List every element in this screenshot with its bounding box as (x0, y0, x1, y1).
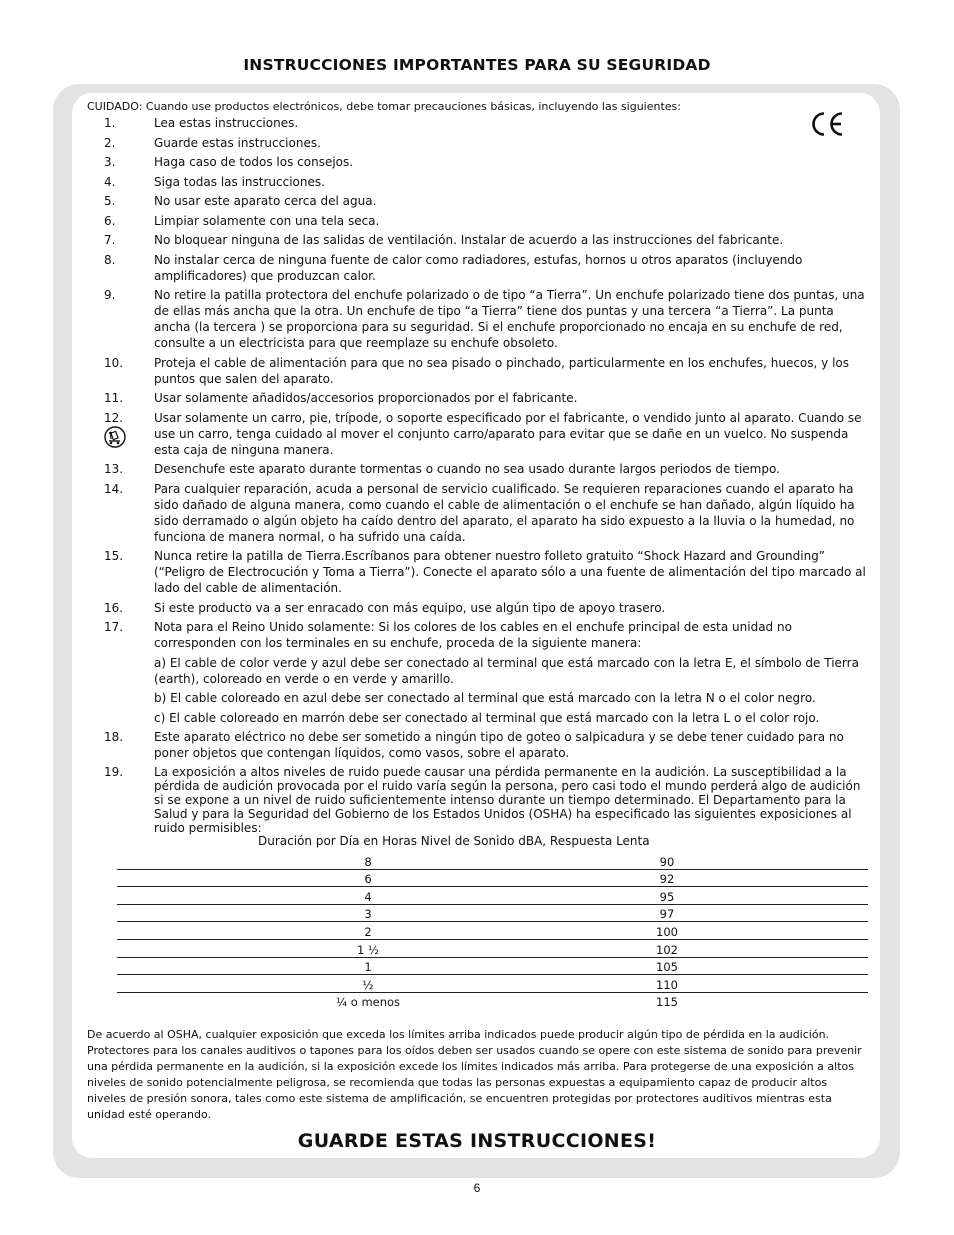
list-item (104, 481, 870, 545)
dba-cell: 110 (656, 977, 678, 992)
list-item (104, 193, 870, 209)
sub-item-b: b) El cable coloreado en azul debe ser conectado al terminal que está marcado con la letra N o el color negro. (154, 691, 816, 705)
item-text: Para cualquier reparación, acuda a personal de servicio cualificado. Se requieren reparaciones cuando el aparato ha sido dañado de alguna manera, como cuando el cable de alimentación o el enchufe se han dañado, algún líquido ha sido derramado o algún objeto ha caído dentro del aparato, el aparato ha sido expuesto a la lluvia o la humedad, no funciona de manera normal, o ha sufrido una caída. (154, 481, 855, 544)
list-item (104, 287, 870, 351)
item-number: 12. (104, 410, 124, 425)
item-text: Nota para el Reino Unido solamente: Si los colores de los cables en el enchufe principal de esta unidad no corresponden con los terminales en su enchufe, proceda de la siguiente manera: (154, 620, 792, 650)
item-text: No retire la patilla protectora del enchufe polarizado o de tipo “a Tierra”. Un enchufe polarizado tiene dos puntas, una de ellas más ancha que la otra. Un enchufe de tipo “a Tierra” tiene dos puntas y una tercera “a Tierra”. La punta ancha (la tercera ) se proporciona para su seguridad. Si el enchufe proporcionado no encaja en su enchufe de red, consulte a un electricista para que reemplaze su enchufe obsoleto. (154, 288, 865, 350)
table-row (117, 905, 868, 923)
list-item (104, 232, 870, 248)
dba-cell: 92 (659, 872, 675, 887)
item-number: 2. (104, 135, 116, 150)
hours-cell: 3 (364, 907, 372, 922)
item-text: No instalar cerca de ninguna fuente de calor como radiadores, estufas, hornos u otros aparatos (incluyendo amplificadores) que produzcan calor. (154, 252, 803, 283)
safety-instructions-list (104, 115, 870, 838)
item-text: No usar este aparato cerca del agua. (154, 194, 377, 208)
page-number: 6 (473, 1181, 481, 1195)
osha-note: De acuerdo al OSHA, cualquier exposición que exceda los límites arriba indicados puede producir algún tipo de pérdida en la audición. Protectores para los canales auditivos o tapones para los oídos deben ser usados cuando se opere con este sistema de sonido para prevenir una pérdida permanente en la audición, si la exposición excede los límites indicados más arriba. Para protegerse de una exposición a altos niveles de sonido potencialmente peligrosa, se recomienda que todas las personas expuestas a equipamiento capaz de producir altos niveles de presión sonora, tales como este sistema de amplificación, se encuentren protegidas por protectores auditivos mientras esta unidad esté operando. (87, 1028, 862, 1121)
list-item (104, 115, 870, 131)
hours-cell: 8 (364, 854, 372, 869)
item-text: Lea estas instrucciones. (154, 116, 299, 130)
item-number: 14. (104, 481, 124, 496)
item-text: Siga todas las instrucciones. (154, 174, 325, 189)
hours-cell: ½ (362, 977, 374, 992)
item-text: Proteja el cable de alimentación para que no sea pisado o pinchado, particularmente en los enchufes, huecos, y los puntos que salen del aparato. (154, 355, 849, 386)
table-row (117, 975, 868, 993)
save-instructions-title: GUARDE ESTAS INSTRUCCIONES! (297, 1130, 657, 1152)
item-number: 16. (104, 600, 124, 615)
item-number: 4. (104, 174, 116, 189)
item-number: 11. (104, 391, 124, 405)
item-text: Guarde estas instrucciones. (154, 135, 321, 150)
table-row (117, 870, 868, 888)
list-item (104, 600, 870, 616)
list-item (104, 355, 870, 387)
list-item (104, 252, 870, 284)
table-row (117, 940, 868, 958)
dba-cell: 95 (659, 889, 675, 904)
list-item (104, 154, 870, 170)
item-number: 5. (104, 194, 116, 208)
list-item (104, 729, 870, 761)
list-item (104, 390, 870, 406)
list-item (104, 548, 870, 596)
item-text: Limpiar solamente con una tela seca. (154, 213, 380, 228)
table-row (117, 922, 868, 940)
item-number: 7. (104, 233, 116, 247)
table-row (117, 958, 868, 976)
table-row (117, 993, 868, 1010)
hours-cell: 6 (364, 872, 372, 887)
list-item (104, 619, 870, 651)
item-text: Desenchufe este aparato durante tormentas o cuando no sea usado durante largos periodos de tiempo. (154, 462, 780, 476)
list-item (104, 174, 870, 190)
hours-cell: 2 (364, 924, 372, 939)
page-title: INSTRUCCIONES IMPORTANTES PARA SU SEGURIDAD (243, 56, 711, 74)
dba-cell: 105 (656, 960, 678, 975)
item-text: Usar solamente un carro, pie, trípode, o soporte especificado por el fabricante, o vendido junto al aparato. Cuando se use un carro, tenga cuidado al mover el conjunto carro/aparato para evitar que se dañe en un vuelco. No suspenda esta caja de ninguna manera. (154, 410, 862, 457)
noise-table-header: Duración por Día en Horas Nivel de Sonido dBA, Respuesta Lenta (258, 834, 650, 848)
dba-cell: 100 (656, 924, 678, 939)
list-item (104, 461, 870, 477)
list-item (104, 410, 870, 458)
list-item (104, 765, 870, 835)
item-number: 19. (104, 764, 124, 779)
item-number: 1. (104, 116, 116, 130)
item-text: No bloquear ninguna de las salidas de ventilación. Instalar de acuerdo a las instrucciones del fabricante. (154, 233, 784, 247)
list-item (104, 213, 870, 229)
sub-item-c: c) El cable coloreado en marrón debe ser conectado al terminal que está marcado con la letra L o el color rojo. (154, 710, 820, 725)
dba-cell: 97 (659, 907, 675, 922)
list-item (104, 135, 870, 151)
item-text: Este aparato eléctrico no debe ser sometido a ningún tipo de goteo o salpicadura y se debe tener cuidado para no poner objetos que contengan líquidos, como vasos, sobre el aparato. (154, 730, 844, 760)
hours-cell: 1 (364, 960, 372, 975)
item-text: Usar solamente añadidos/accesorios proporcionados por el fabricante. (154, 391, 578, 405)
item-number: 10. (104, 355, 124, 370)
item-number: 3. (104, 155, 116, 169)
item-number: 9. (104, 288, 116, 302)
sub-item-a: a) El cable de color verde y azul debe ser conectado al terminal que está marcado con la letra E, el símbolo de Tierra (earth), coloreado en verde o en verde y amarillo. (154, 655, 859, 686)
item-number: 15. (104, 549, 124, 563)
dba-cell: 102 (656, 942, 678, 957)
dba-cell: 115 (656, 995, 678, 1010)
noise-exposure-table (117, 852, 868, 1009)
item-number: 17. (104, 620, 124, 634)
item-text: La exposición a altos niveles de ruido puede causar una pérdida permanente en la audición. La susceptibilidad a la pérdida de audición provocada por el ruido varía según la persona, pero casi todo el mundo perderá algo de audición si se expone a un nivel de ruido suficientemente intenso durante un tiempo determinado. El Departamento para la Salud y para la Seguridad del Gobierno de los Estados Unidos (OSHA) ha especificado las siguientes exposiciones al ruido permisibles: (154, 764, 861, 835)
item-text: Si este producto va a ser enracado con más equipo, use algún tipo de apoyo trasero. (154, 600, 666, 615)
hours-cell: 4 (364, 889, 372, 904)
cart-tip-over-warning-icon (104, 426, 126, 448)
item-number: 18. (104, 730, 124, 744)
item-number: 8. (104, 252, 116, 267)
item-text: Haga caso de todos los consejos. (154, 155, 354, 169)
dba-cell: 90 (659, 854, 675, 869)
hours-cell: 1 ½ (356, 942, 380, 957)
table-row (117, 852, 868, 870)
table-row (117, 887, 868, 905)
hours-cell: ¼ o menos (335, 995, 401, 1010)
caution-intro: CUIDADO: Cuando use productos electrónicos, debe tomar precauciones básicas, incluyendo las siguientes: (87, 100, 681, 113)
item-number: 13. (104, 462, 124, 476)
item-text: Nunca retire la patilla de Tierra.Escríbanos para obtener nuestro folleto gratuito “Shock Hazard and Grounding” (“Peligro de Electrocución y Toma a Tierra”). Conecte el aparato sólo a una fuente de alimentación del tipo marcado al lado del cable de alimentación. (154, 549, 866, 595)
item-number: 6. (104, 213, 116, 228)
